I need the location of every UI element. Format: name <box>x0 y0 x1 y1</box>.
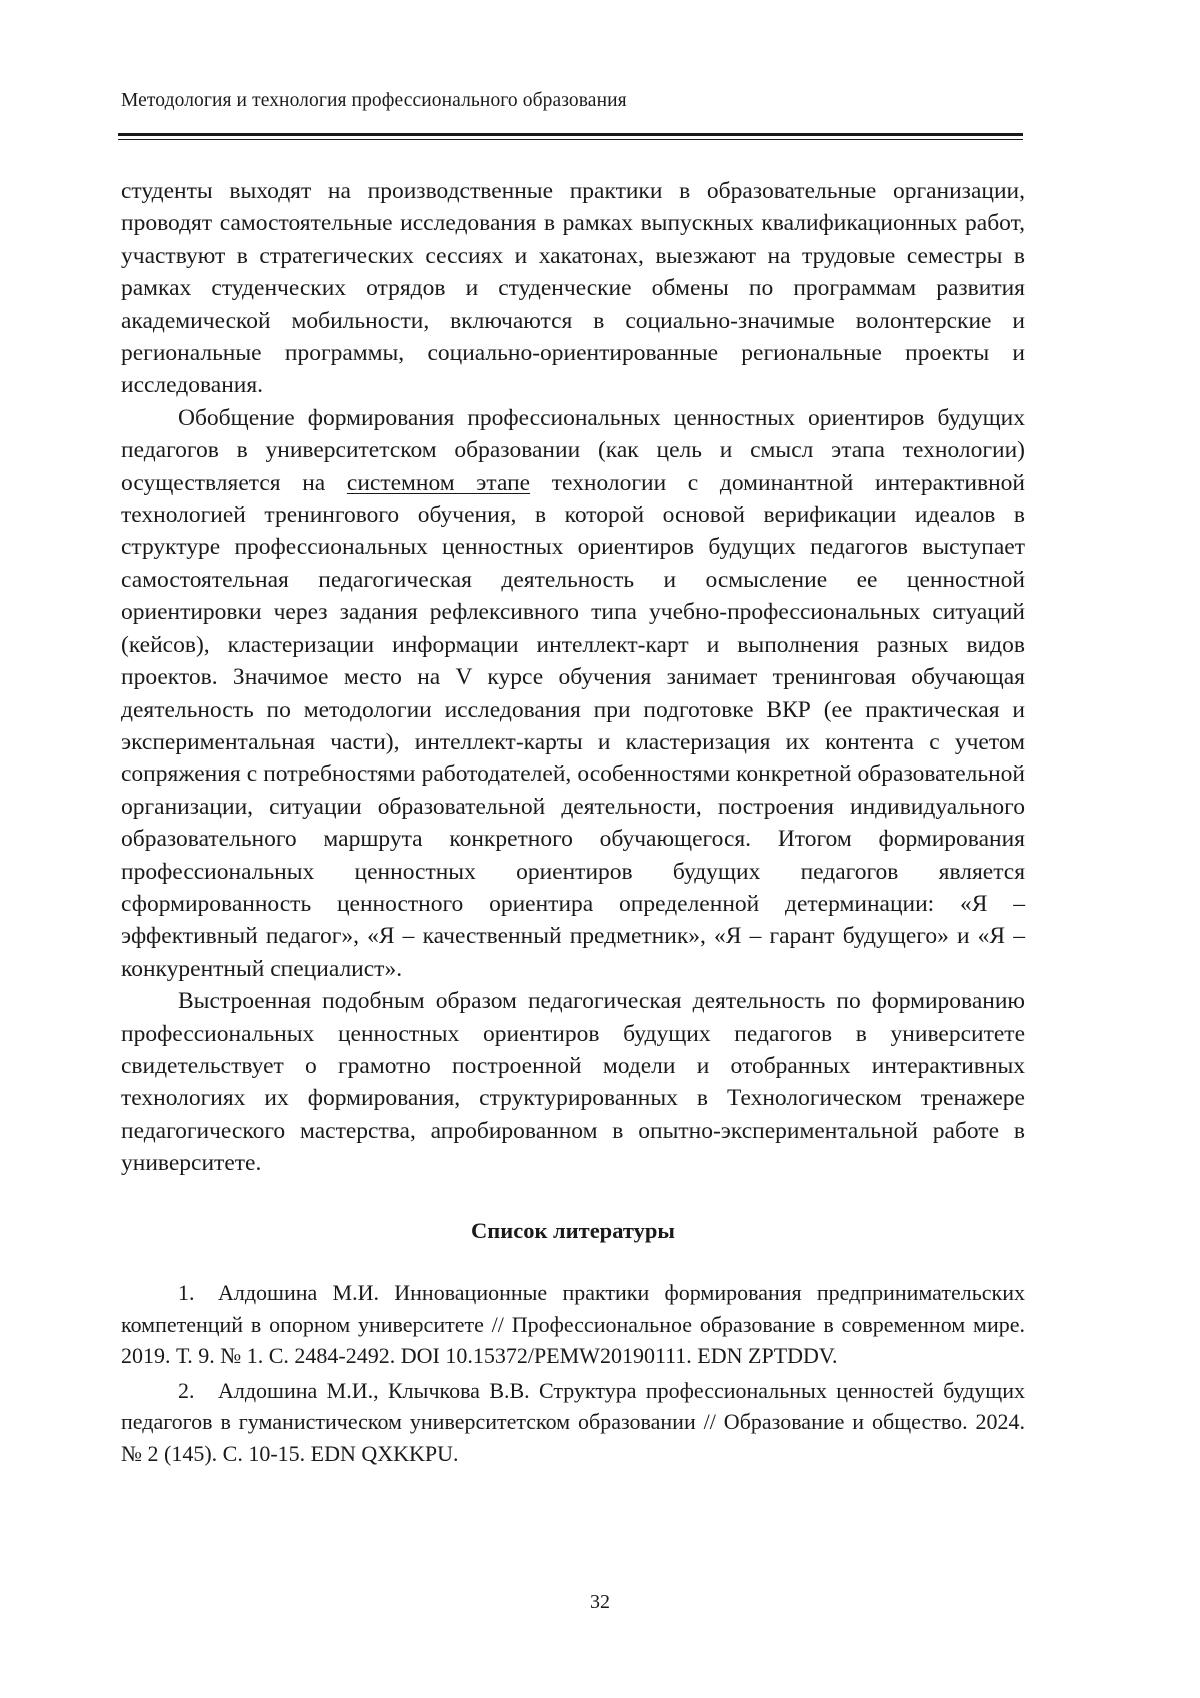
reference-item <box>121 1375 1025 1470</box>
paragraph-text-start: Обобщение формирования профессиональных ценностных ориентиров будущих педагогов в университетском образовании (как цель и смысл этапа технологии) осуществляется на <box>121 404 1025 496</box>
paragraph-system-stage <box>121 402 1025 985</box>
header-rule-thick <box>118 133 1023 136</box>
reference-number: 2. <box>178 1377 195 1403</box>
references-list <box>121 1277 1025 1473</box>
references-title: Список литературы <box>471 1218 675 1243</box>
paragraph-conclusion: Выстроенная подобным образом педагогическая деятельность по формированию профессиональных ценностных ориентиров будущих педагогов в университете свидетельствует о грамотно построенной модели и отобранных интерактивных технологиях их формирования, структурированных в Технологическом тренажере педагогического мастерства, апробированном в опытно-экспериментальной работе в университете. <box>121 988 1025 1177</box>
page-number: 32 <box>590 1591 610 1613</box>
paragraph-continuation: студенты выходят на производственные практики в образовательные организации, проводят самостоятельные исследования в рамках выпускных квалификационных работ, участвуют в стратегических сессиях и хакатонах, выезжают на трудовые семестры в рамках студенческих отрядов и студенческие обмены по программам развития академической мобильности, включаются в социально-значимые волонтерские и региональные программы, социально-ориентированные региональные проекты и исследования. <box>121 178 1025 399</box>
body-text <box>121 175 1025 1180</box>
header-rule-thin <box>118 139 1023 140</box>
running-header: Методология и технология профессионального образования <box>121 90 627 111</box>
reference-item <box>121 1277 1025 1372</box>
reference-text: Алдошина М.И., Клычкова В.В. Структура профессиональных ценностей будущих педагогов в гуманистическом университетском образовании // Образование и общество. 2024. № 2 (145). С. 10-15. EDN QXKKPU. <box>121 1377 1025 1466</box>
reference-number: 1. <box>178 1280 195 1305</box>
reference-text: Алдошина М.И. Инновационные практики формирования предпринимательских компетенций в опорном университете // Профессиональное образование в современном мире. 2019. Т. 9. № 1. С. 2484-2492. DOI 10.15372/PEMW20190111. EDN ZPTDDV. <box>121 1280 1025 1369</box>
underlined-term: системном этапе <box>346 469 531 496</box>
paragraph-text-rest: технологии с доминантной интерактивной технологией тренингового обучения, в которой основой верификации идеалов в структуре профессиональных ценностных ориентиров будущих педагогов выступает самостоятельная педагогическая деятельность и осмысление ее ценностной ориентировки через задания рефлексивного типа учебно-профессиональных ситуаций (кейсов), кластеризации информации интеллект-карт и выполнения разных видов проектов. Значимое место на V курсе обучения занимает тренинговая обучающая деятельность по методологии исследования при подготовке ВКР (ее практическая и экспериментальная части), интеллект-карты и кластеризация их контента с учетом сопряжения с потребностями работодателей, особенностями конкретной образовательной организации, ситуации образовательной деятельности, построения индивидуального образовательного маршрута конкретного обучающегося. Итогом формирования профессиональных ценностных ориентиров будущих педагогов является сформированность ценностного ориентира определенной детерминации: «Я – эффективный педагог», «Я – качественный предметник», «Я – гарант будущего» и «Я – конкурентный специалист». <box>121 469 1025 982</box>
